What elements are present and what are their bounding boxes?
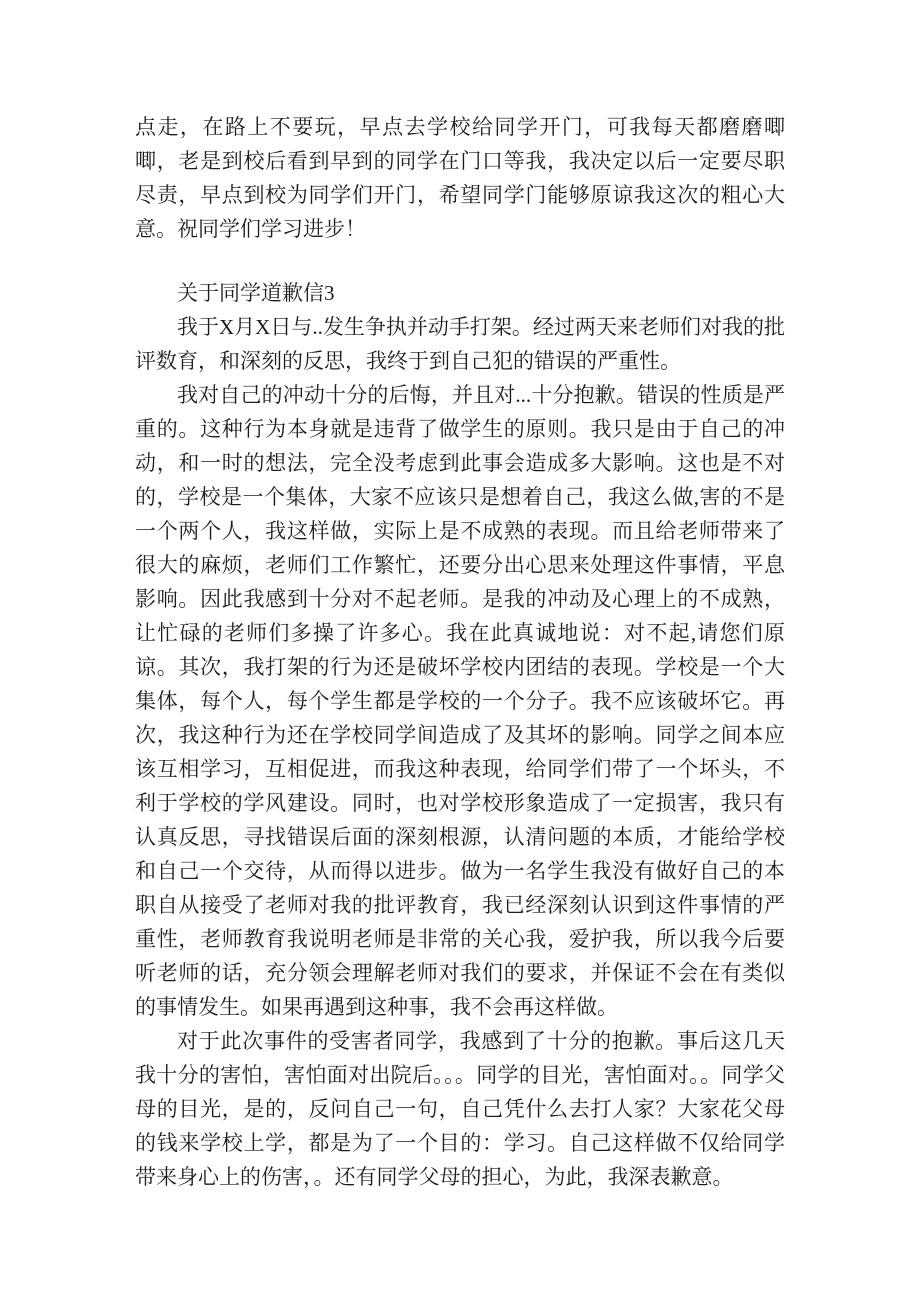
section-heading: 关于同学道歉信3	[177, 281, 335, 305]
paragraph-incident-summary: 我于X月X日与..发生争执并动手打架。经过两天来老师们对我的批评数育，和深刻的反思，我终于到自己犯的错误的严重性。	[135, 315, 785, 373]
paragraph-apology-to-victim: 对于此次事件的受害者同学，我感到了十分的抱歉。事后这几天我十分的害怕，害怕面对出院后。。。同学的目光，害怕面对。。同学父母的目光，是的，反问自己一句，自己凭什么去打人家？大家花父母的钱来学校上学，都是为了一个目的：学习。自己这样做不仅给同学带来身心上的伤害，。还有同学父母的担心，为此，我深表歉意。	[135, 1029, 785, 1189]
document-content	[135, 110, 785, 1194]
paragraph-continuation: 点走，在路上不要玩，早点去学校给同学开门，可我每天都磨磨唧唧，老是到校后看到早到的同学在门口等我，我决定以后一定要尽职尽责，早点到校为同学们开门，希望同学门能够原谅我这次的粗心大意。祝同学们学习进步！	[135, 115, 785, 241]
paragraph-self-reflection: 我对自己的冲动十分的后悔，并且对...十分抱歉。错误的性质是严重的。这种行为本身就是违背了做学生的原则。我只是由于自己的冲动，和一时的想法，完全没考虑到此事会造成多大影响。这也是不对的，学校是一个集体，大家不应该只是想着自己，我这么做,害的不是一个两个人，我这样做，实际上是不成熟的表现。而且给老师带来了很大的麻烦，老师们工作繁忙，还要分出心思来处理这件事情，平息影响。因此我感到十分对不起老师。是我的冲动及心理上的不成熟，让忙碌的老师们多操了许多心。我在此真诚地说：对不起,请您们原谅。其次，我打架的行为还是破坏学校内团结的表现。学校是一个大集体，每个人，每个学生都是学校的一个分子。我不应该破坏它。再次，我这种行为还在学校同学间造成了及其坏的影响。同学之间本应该互相学习，互相促进，而我这种表现，给同学们带了一个坏头，不利于学校的学风建设。同时，也对学校形象造成了一定损害，我只有认真反思，寻找错误后面的深刻根源，认清问题的本质，才能给学校和自己一个交待，从而得以进步。做为一名学生我没有做好自己的本职自从接受了老师对我的批评教育，我已经深刻认识到这件事情的严重性，老师教育我说明老师是非常的关心我，爱护我，所以我今后要听老师的话，充分领会理解老师对我们的要求，并保证不会在有类似的事情发生。如果再遇到这种事，我不会再这样做。	[135, 383, 785, 1019]
